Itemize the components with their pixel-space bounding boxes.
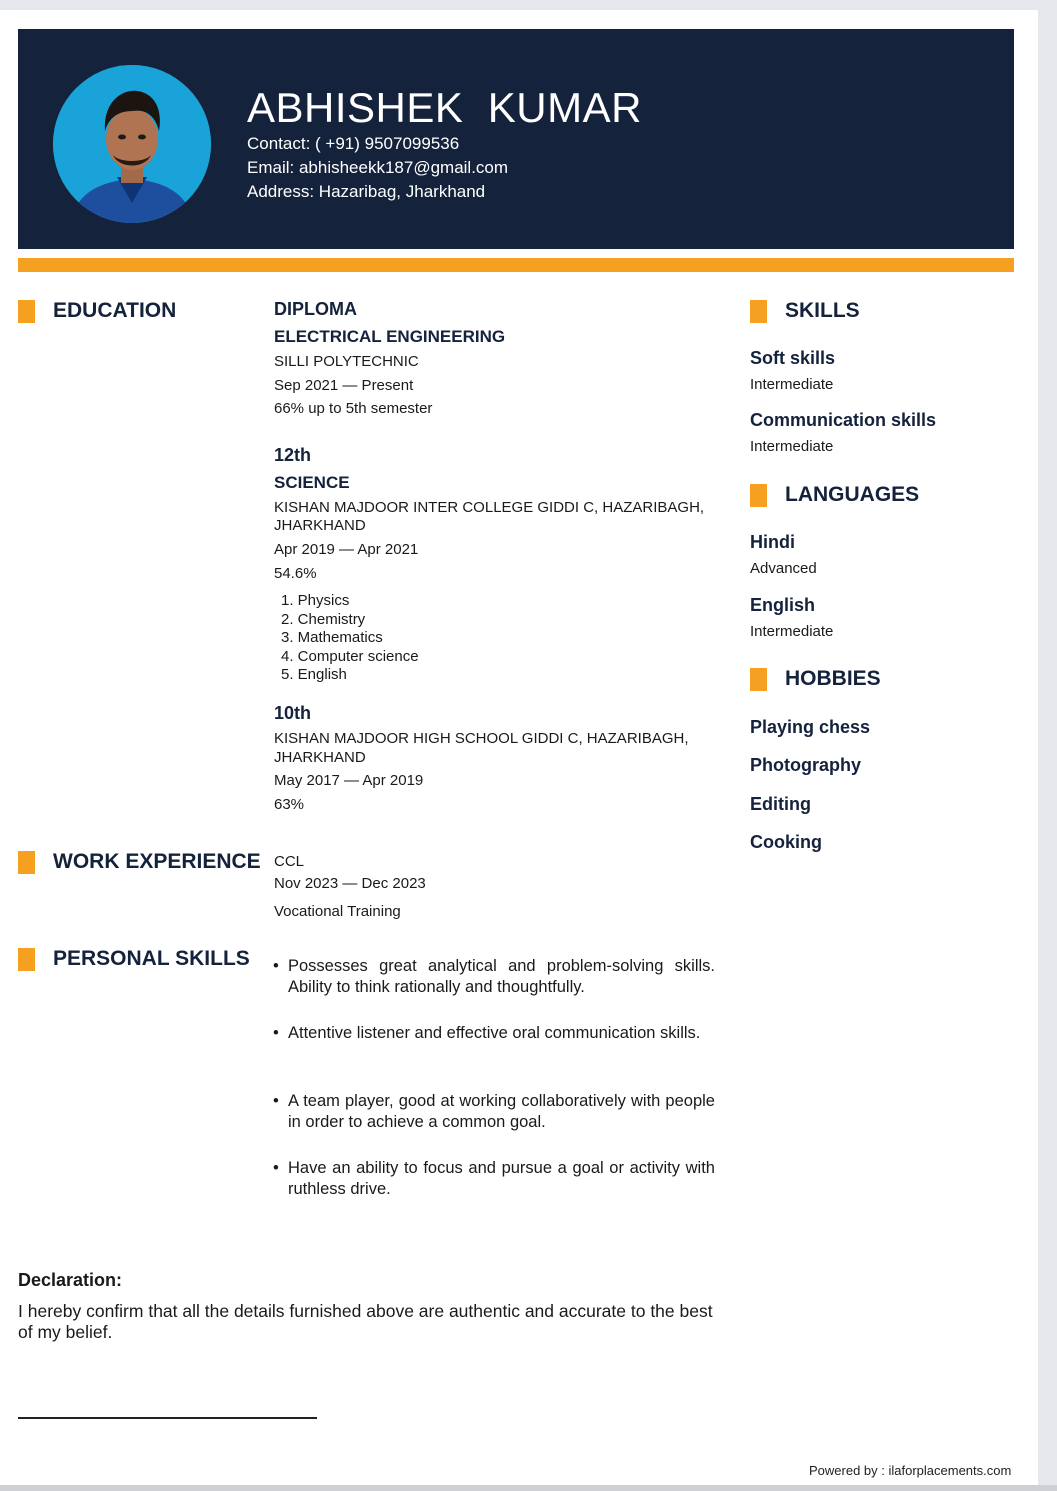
tenth-dates: May 2017 — Apr 2019 — [274, 772, 424, 789]
twelfth-field: SCIENCE — [274, 473, 350, 492]
section-languages — [750, 483, 919, 507]
subject-item: 1. Physics — [281, 592, 350, 609]
diploma-field: ELECTRICAL ENGINEERING — [274, 327, 506, 346]
language-level: Intermediate — [750, 623, 834, 640]
section-marker — [18, 948, 35, 971]
contact-address: Address: Hazaribag, Jharkhand — [247, 182, 486, 201]
section-marker — [750, 484, 767, 507]
diploma-score: 66% up to 5th semester — [274, 400, 433, 417]
skill-name: Communication skills — [750, 410, 937, 430]
twelfth-school-line2: JHARKHAND — [274, 517, 366, 534]
tenth-score: 63% — [274, 796, 305, 813]
twelfth-school-line1: KISHAN MAJDOOR INTER COLLEGE GIDDI C, HAZARIBAGH, — [274, 499, 705, 516]
language-name: Hindi — [750, 532, 795, 552]
personal-skill-text: Attentive listener and effective oral communication skills. — [288, 1024, 701, 1042]
skill-name: Soft skills — [750, 348, 836, 368]
section-title: WORK EXPERIENCE — [53, 850, 261, 873]
header-accent-bar — [18, 258, 1014, 272]
contact-phone: Contact: ( +91) 9507099536 — [247, 134, 460, 153]
subject-item: 3. Mathematics — [281, 629, 383, 646]
section-marker — [750, 668, 767, 691]
section-marker — [18, 851, 35, 874]
personal-skill-item — [273, 956, 715, 998]
avatar — [53, 65, 211, 223]
personal-skill-text: Possesses great analytical and problem-solving skills. Ability to think rationally and thoughtfully. — [288, 957, 715, 996]
declaration-text: I hereby confirm that all the details furnished above are authentic and accurate to the best of my belief. — [18, 1301, 713, 1342]
language-level: Advanced — [750, 560, 817, 577]
hobby-item: Photography — [750, 755, 861, 775]
section-hobbies — [750, 667, 881, 691]
section-skills — [750, 299, 860, 323]
skill-level: Intermediate — [750, 438, 834, 455]
twelfth-score: 54.6% — [274, 565, 317, 582]
personal-skill-item — [273, 1158, 715, 1200]
tenth-school-line2: JHARKHAND — [274, 749, 366, 766]
work-company: CCL — [274, 853, 305, 870]
hobby-item: Editing — [750, 794, 811, 814]
powered-by-footer: Powered by : ilaforplacements.com — [809, 1463, 1012, 1478]
personal-skill-item — [273, 1023, 715, 1044]
diploma-school: SILLI POLYTECHNIC — [274, 353, 419, 370]
bullet-icon: • — [273, 1024, 279, 1042]
signature-line — [18, 1417, 317, 1419]
twelfth-dates: Apr 2019 — Apr 2021 — [274, 541, 419, 558]
section-education — [18, 299, 176, 323]
section-marker — [18, 300, 35, 323]
section-title: EDUCATION — [53, 299, 177, 322]
candidate-name: ABHISHEK KUMAR — [247, 84, 642, 131]
section-title: LANGUAGES — [785, 483, 920, 506]
section-title: HOBBIES — [785, 667, 881, 690]
diploma-degree: DIPLOMA — [274, 299, 357, 319]
personal-skill-text: Have an ability to focus and pursue a goal or activity with ruthless drive. — [288, 1159, 715, 1198]
hobby-item: Playing chess — [750, 717, 871, 737]
bullet-icon: • — [273, 1159, 279, 1177]
hobby-item: Cooking — [750, 832, 822, 852]
section-personal-skills — [18, 947, 250, 971]
section-title: SKILLS — [785, 299, 860, 322]
bullet-icon: • — [273, 1092, 279, 1110]
work-dates: Nov 2023 — Dec 2023 — [274, 875, 426, 892]
contact-email: Email: abhisheekk187@gmail.com — [247, 158, 509, 177]
skill-level: Intermediate — [750, 376, 834, 393]
section-title: PERSONAL SKILLS — [53, 947, 250, 970]
declaration-heading: Declaration: — [18, 1270, 123, 1290]
bottom-strip — [0, 1485, 1057, 1491]
subject-item: 4. Computer science — [281, 648, 419, 665]
diploma-dates: Sep 2021 — Present — [274, 377, 414, 394]
language-name: English — [750, 595, 816, 615]
personal-skill-item — [273, 1091, 715, 1133]
personal-skill-text: A team player, good at working collaboratively with people in order to achieve a common goal. — [288, 1092, 715, 1131]
section-work-experience — [18, 850, 261, 874]
tenth-degree: 10th — [274, 703, 312, 723]
subject-item: 2. Chemistry — [281, 611, 366, 628]
subject-item: 5. English — [281, 666, 347, 683]
bullet-icon: • — [273, 957, 279, 975]
twelfth-degree: 12th — [274, 445, 312, 465]
section-marker — [750, 300, 767, 323]
tenth-school-line1: KISHAN MAJDOOR HIGH SCHOOL GIDDI C, HAZARIBAGH, — [274, 730, 689, 747]
profile-photo-icon — [53, 65, 211, 223]
work-role: Vocational Training — [274, 903, 401, 920]
